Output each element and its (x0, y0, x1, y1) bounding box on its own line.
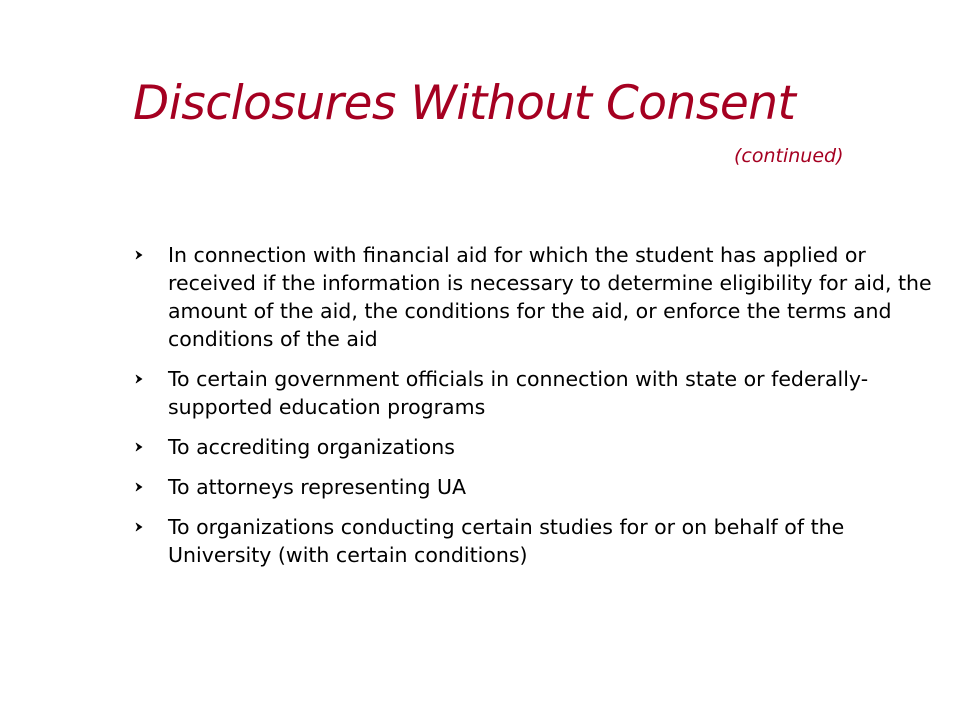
bullet-list (133, 241, 933, 581)
bullet-item (133, 473, 933, 501)
arrowhead-bullet-icon (133, 481, 145, 493)
bullet-item (133, 433, 933, 461)
arrowhead-bullet-icon (133, 249, 145, 261)
bullet-text: To organizations conducting certain studies for or on behalf of the University (with certain conditions) (168, 515, 845, 567)
arrowhead-bullet-icon (133, 521, 145, 533)
arrowhead-bullet-icon (133, 373, 145, 385)
bullet-item (133, 365, 933, 421)
bullet-item (133, 241, 933, 353)
bullet-text: To certain government officials in connection with state or federally-supported education programs (168, 367, 869, 419)
bullet-item (133, 513, 933, 569)
bullet-text: To attorneys representing UA (168, 475, 467, 499)
slide-title: Disclosures Without Consent (133, 76, 796, 131)
bullet-text: In connection with financial aid for which the student has applied or received if the information is necessary to determine eligibility for aid, the amount of the aid, the conditions for the aid, or enforce the terms and conditions of the aid (168, 243, 932, 351)
arrowhead-bullet-icon (133, 441, 145, 453)
bullet-text: To accrediting organizations (168, 435, 455, 459)
slide-subtitle: (continued) (734, 145, 844, 167)
